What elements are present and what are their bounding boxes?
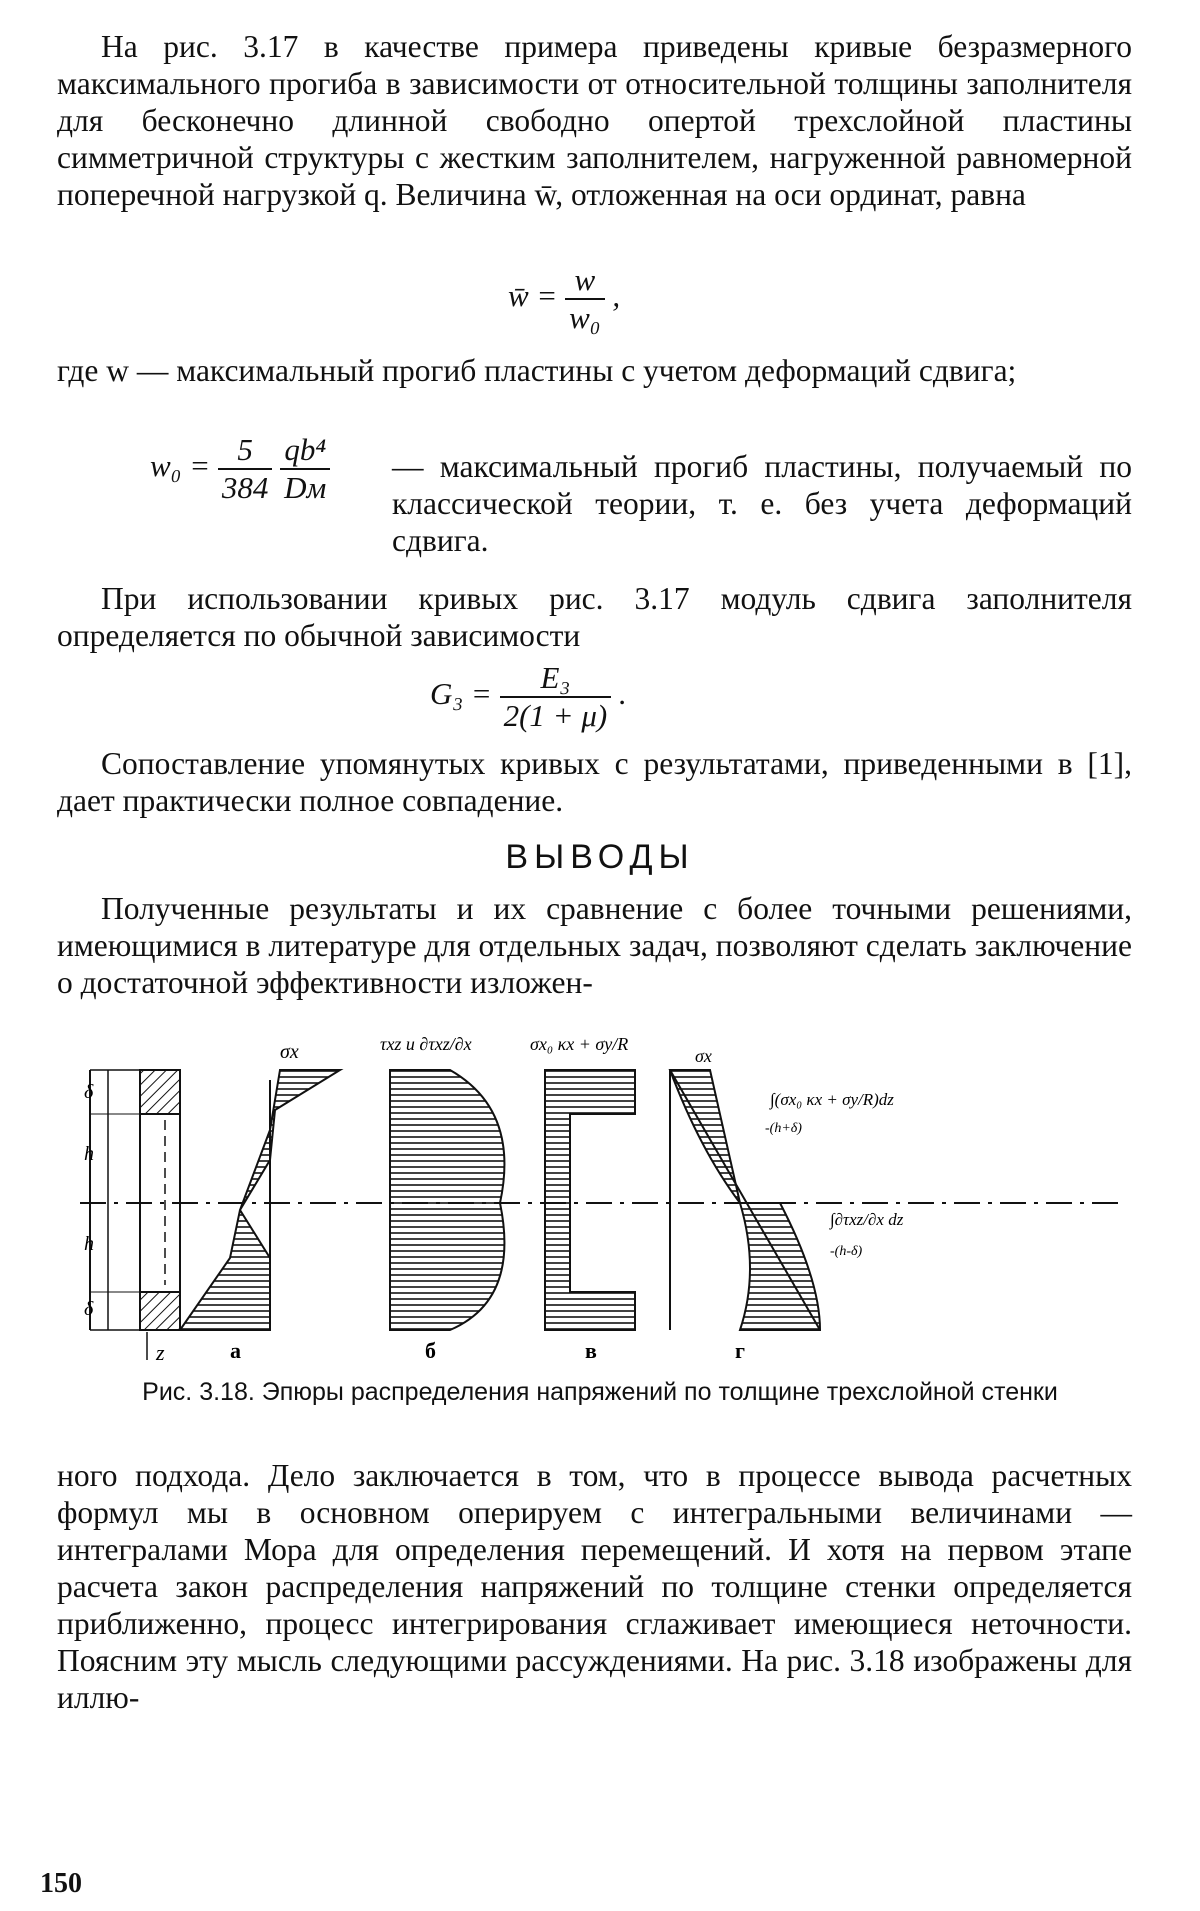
label-int-1: ∫(σx₀ κx + σy/R)dz bbox=[770, 1090, 894, 1109]
label-sigma-x: σx bbox=[280, 1041, 299, 1063]
diagram-b bbox=[380, 1034, 504, 1363]
diagram-d bbox=[670, 1046, 904, 1363]
paragraph-where: где w — максимальный прогиб пластины с учетом деформаций сдвига; bbox=[57, 353, 1017, 388]
formula-wbar: w̄ = $\frac{w}{\text{w₀}}$ , bbox=[508, 262, 621, 335]
section-heading: ВЫВОДЫ bbox=[505, 838, 695, 876]
figure-caption: Рис. 3.18. Эпюры распределения напряжений по толщине трехслойной стенки bbox=[142, 1378, 1058, 1406]
dim-delta-top: δ bbox=[84, 1081, 94, 1103]
paragraph-w0-desc: — максимальный прогиб пластины, получаемый по классической теории, т. е. без учета деформаций сдвига. bbox=[392, 449, 1132, 558]
epure-sigma-x bbox=[180, 1070, 340, 1330]
dim-h-bottom: h bbox=[84, 1233, 94, 1255]
diagram-c bbox=[530, 1034, 635, 1363]
top-skin bbox=[140, 1070, 180, 1114]
paragraph-1: На рис. 3.17 в качестве примера приведены кривые безразмерного максимального прогиба в зависимости от относительной толщины заполнителя для бесконечно длинной свободно опертой трехслойной пластины симметричной структуры с жестким заполнителем, нагруженной равномерной поперечной нагрузкой q. Величина w̄, отложенная на оси ординат, равна bbox=[57, 29, 1132, 212]
label-int-2-limit: -(h-δ) bbox=[830, 1244, 863, 1259]
sub-label-b: б bbox=[425, 1338, 436, 1363]
sub-label-a: а bbox=[230, 1338, 241, 1363]
figure-stress-diagrams bbox=[80, 1020, 1120, 1370]
label-int-1-limit: -(h+δ) bbox=[765, 1121, 802, 1136]
label-c: σx₀ κx + σy/R bbox=[530, 1034, 629, 1054]
label-tau: τxz и ∂τxz/∂x bbox=[380, 1034, 472, 1054]
label-int-2: ∫∂τxz/∂x dz bbox=[830, 1210, 904, 1229]
paragraph-5: Полученные результаты и их сравнение с более точными решениями, имеющимися в литературе для отдельных задач, позволяют сделать заключение о достаточной эффективности изложен- bbox=[57, 891, 1132, 1000]
label-d-sigma: σx bbox=[695, 1046, 712, 1066]
paragraph-3: При использовании кривых рис. 3.17 модуль сдвига заполнителя определяется по обычной зависимости bbox=[57, 581, 1132, 653]
sub-label-v: в bbox=[585, 1338, 597, 1363]
axis-z-label: z bbox=[156, 1340, 165, 1365]
dim-delta-bottom: δ bbox=[84, 1298, 94, 1320]
formula-g3: G₃ = $\frac{\text{E₃}}{2(1 + \mu)}$ . bbox=[430, 660, 627, 733]
epure-tau bbox=[390, 1070, 504, 1330]
bottom-skin bbox=[140, 1292, 180, 1330]
formula-w0: w₀ = $\frac{5}{384}$ $\frac{\text{qb⁴}}{Dм}$ bbox=[150, 432, 330, 506]
epure-c bbox=[545, 1070, 635, 1330]
dim-h-top: h bbox=[84, 1143, 94, 1165]
paragraph-6: ного подхода. Дело заключается в том, что в процессе вывода расчетных формул мы в основном оперируем с интегральными величинами — интегралами Мора для определения перемещений. И хотя на первом этапе расчета закон распределения напряжений по толщине стенки определяется приближенно, процесс интегрирования сглаживает имеющиеся неточности. Поясним эту мысль следующими рассуждениями. На рис. 3.18 изображены для иллю- bbox=[57, 1458, 1132, 1715]
page-number: 150 bbox=[40, 1868, 82, 1899]
sub-label-g: г bbox=[735, 1338, 745, 1363]
paragraph-4: Сопоставление упомянутых кривых с результатами, приведенными в [1], дает практически полное совпадение. bbox=[57, 746, 1132, 818]
